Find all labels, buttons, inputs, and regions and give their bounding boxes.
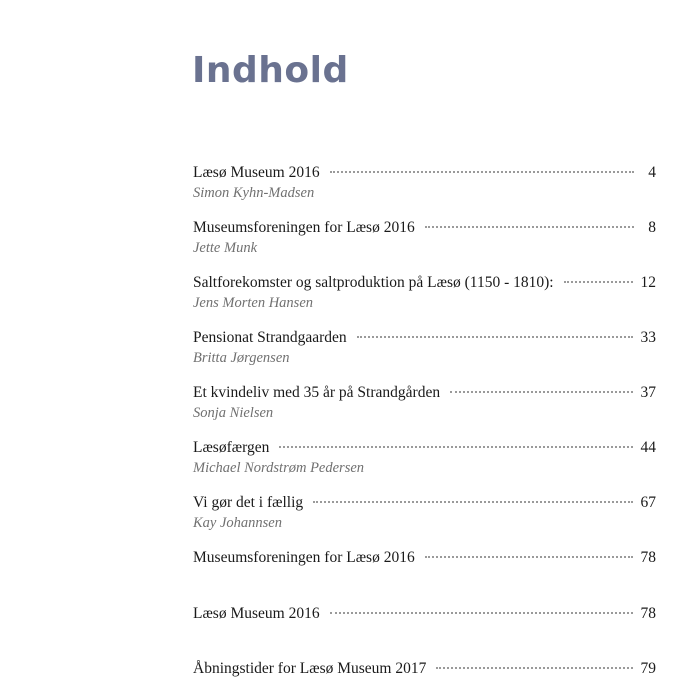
toc-entry	[193, 382, 656, 422]
toc-entry-title: Læsø Museum 2016	[193, 605, 320, 622]
toc-entry	[193, 162, 656, 202]
toc-entry-page: 37	[640, 384, 656, 401]
toc-entry-page: 79	[640, 660, 656, 677]
dot-leader	[450, 391, 632, 393]
dot-leader	[425, 556, 633, 558]
toc-entry	[193, 272, 656, 312]
toc-entry-title: Læsø Museum 2016	[193, 164, 320, 181]
page-title: Indhold	[192, 50, 349, 91]
dot-leader	[425, 226, 634, 228]
toc-entry-title: Museumsforeningen for Læsø 2016	[193, 219, 415, 236]
dot-leader	[313, 501, 632, 503]
toc-entry-author: Kay Johannsen	[193, 515, 282, 531]
toc-entry-page: 33	[640, 329, 656, 346]
toc-entry-page: 44	[640, 439, 656, 456]
toc-entry-title: Pensionat Strandgaarden	[193, 329, 347, 346]
dot-leader	[564, 281, 633, 283]
toc-entry-title: Saltforekomster og saltproduktion på Læsø (1150 - 1810):	[193, 274, 554, 291]
toc-entry-page: 12	[640, 274, 656, 291]
toc-entry-author: Jens Morten Hansen	[193, 295, 314, 311]
toc-entry	[193, 437, 656, 477]
toc-entry-title: Vi gør det i fællig	[193, 494, 304, 511]
toc-entry-author: Jette Munk	[193, 240, 258, 256]
toc-entry-title: Et kvindeliv med 35 år på Strandgården	[193, 384, 441, 401]
toc-entry	[193, 658, 656, 680]
toc-entry	[193, 603, 656, 625]
toc-entry	[193, 217, 656, 257]
toc-entry	[193, 327, 656, 367]
toc-entry-page: 78	[640, 605, 656, 622]
dot-leader	[330, 171, 634, 173]
toc-entry	[193, 547, 656, 569]
toc-entry-page: 8	[648, 219, 656, 236]
dot-leader	[357, 336, 633, 338]
toc-entry-author: Michael Nordstrøm Pedersen	[193, 460, 365, 476]
toc-entry-page: 78	[640, 549, 656, 566]
toc-entry-page: 67	[640, 494, 656, 511]
toc-entry-page: 4	[648, 164, 656, 181]
dot-leader	[279, 446, 632, 448]
toc-entry-author: Britta Jørgensen	[193, 350, 290, 366]
dot-leader	[436, 667, 632, 669]
dot-leader	[330, 612, 633, 614]
toc-entry-title: Museumsforeningen for Læsø 2016	[193, 549, 415, 566]
toc-entry	[193, 492, 656, 532]
toc-entry-title: Åbningstider for Læsø Museum 2017	[193, 660, 427, 677]
toc-entry-title: Læsøfærgen	[193, 439, 270, 456]
toc-entry-author: Simon Kyhn-Madsen	[193, 185, 315, 201]
toc-entry-author: Sonja Nielsen	[193, 405, 274, 421]
